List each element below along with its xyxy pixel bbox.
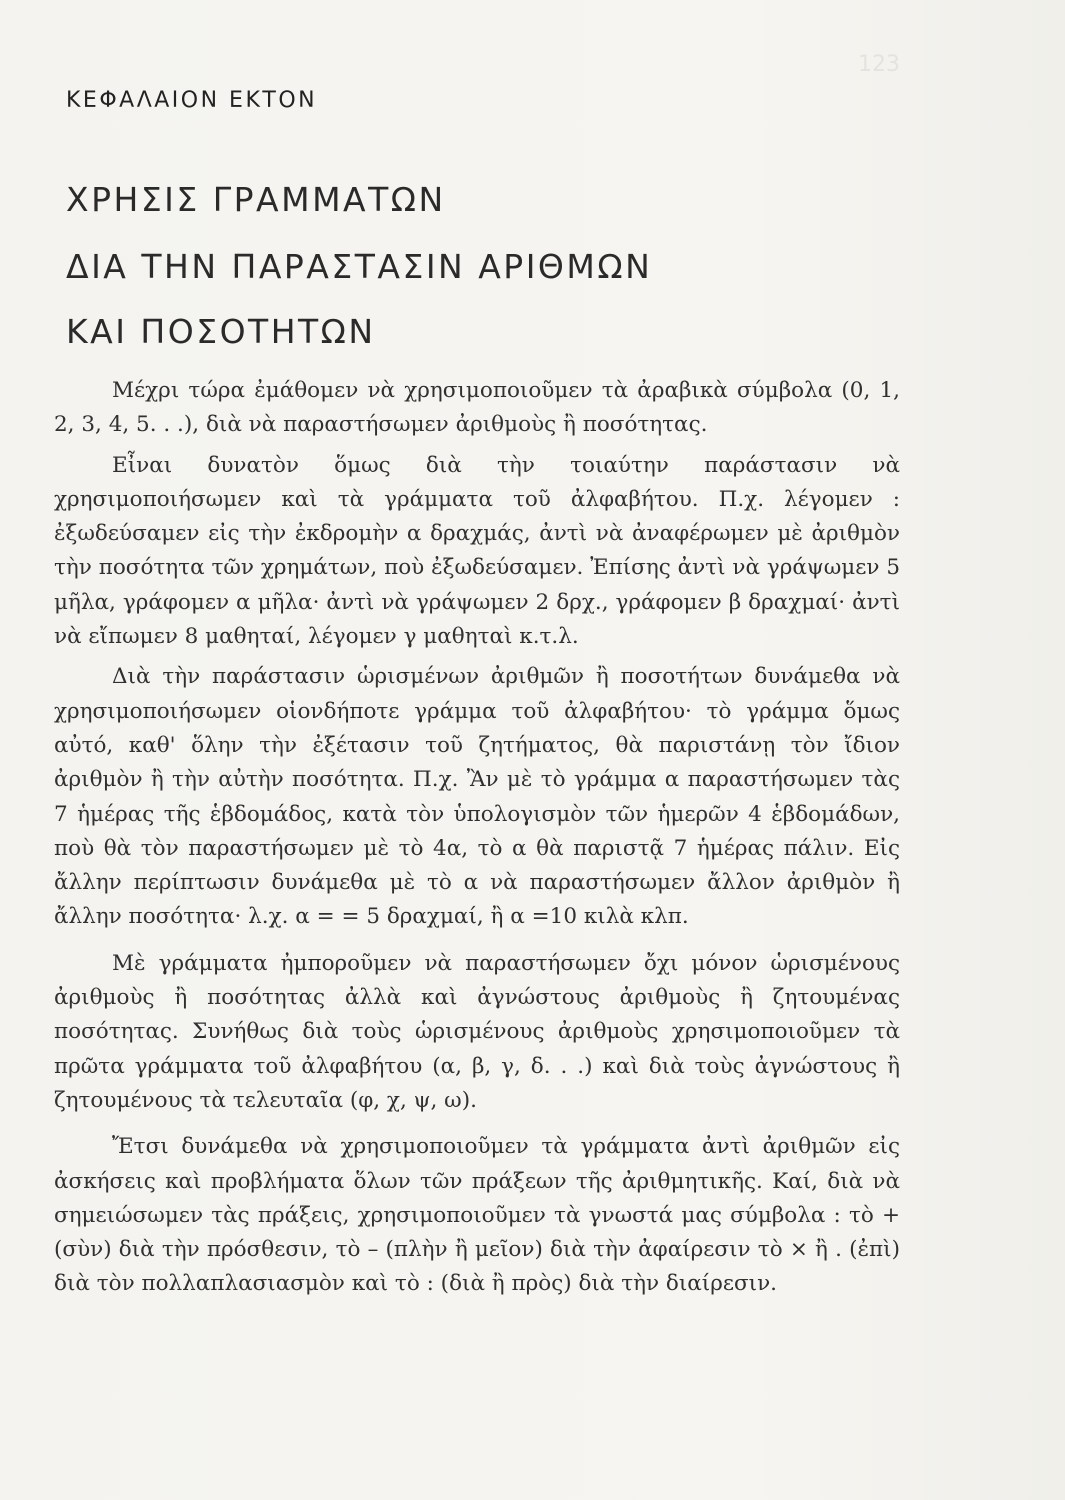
paragraph-3: Διὰ τὴν παράστασιν ὡρισμένων ἀριθμῶν ἢ ποσοτήτων δυνάμεθα νὰ χρησιμοποιήσωμεν οἱονδήποτε γράμμα τοῦ ἀλφαβήτου· τὸ γράμμα ὅμως αὐτό, καθ' ὅλην τὴν ἐξέτασιν τοῦ ζητήματος, θὰ παριστάνῃ τὸν ἴδιον ἀριθμὸν ἢ τὴν αὐτὴν ποσότητα. Π.χ. Ἂν μὲ τὸ γράμμα α παραστήσωμεν τὰς 7 ἡμέρας τῆς ἑβδομάδος, κατὰ τὸν ὑπολογισμὸν τῶν ἡμερῶν 4 ἑβδομάδων, ποὺ θὰ τὸν παραστήσωμεν μὲ τὸ 4α, τὸ α θὰ παριστᾷ 7 ἡμέρας πάλιν. Εἰς ἄλλην περίπτωσιν δυνάμεθα μὲ τὸ α νὰ παραστήσωμεν ἄλλον ἀριθμὸν ἢ ἄλλην ποσότητα· λ.χ. α = = 5 δραχμαί, ἢ α =10 κιλὰ κλπ. [54,664,900,930]
chapter-heading: ΚΕΦΑΛΑΙΟΝ ΕΚΤΟΝ [66,88,318,113]
title-line-3: ΚΑΙ ΠΟΣΟΤΗΤΩΝ [66,312,376,351]
title-line-2: ΔΙΑ ΤΗΝ ΠΑΡΑΣΤΑΣΙΝ ΑΡΙΘΜΩΝ [66,247,653,286]
paragraph-4: Μὲ γράμματα ἠμποροῦμεν νὰ παραστήσωμεν ὄχι μόνον ὡρισμένους ἀριθμοὺς ἢ ποσότητας ἀλλὰ καὶ ἀγνώστους ἀριθμοὺς ἢ ζητουμένας ποσότητας. Συνήθως διὰ τοὺς ὡρισμένους ἀριθμοὺς χρησιμοποιοῦμεν τὰ πρῶτα γράμματα τοῦ ἀλφαβήτου (α, β, γ, δ. . .) καὶ διὰ τοὺς ἀγνώστους ἢ ζητουμένους τὰ τελευταῖα (φ, χ, ψ, ω). [54,950,900,1113]
page-number: 123 [858,52,900,77]
paragraph-2: Εἶναι δυνατὸν ὅμως διὰ τὴν τοιαύτην παράστασιν νὰ χρησιμοποιήσωμεν καὶ τὰ γράμματα τοῦ ἀλφαβήτου. Π.χ. λέγομεν : ἐξωδεύσαμεν εἰς τὴν ἐκδρομὴν α δραχμάς, ἀντὶ νὰ ἀναφέρωμεν μὲ ἀριθμὸν τὴν ποσότητα τῶν χρημάτων, ποὺ ἐξωδεύσαμεν. Ἐπίσης ἀντὶ νὰ γράψωμεν 5 μῆλα, γράφομεν α μῆλα· ἀντὶ νὰ γράψωμεν 2 δρχ., γράφομεν β δραχμαί· ἀντὶ νὰ εἴπωμεν 8 μαθηταί, λέγομεν γ μαθηταὶ κ.τ.λ. [54,452,900,650]
title-line-1: ΧΡΗΣΙΣ ΓΡΑΜΜΑΤΩΝ [66,180,446,219]
paragraph-1: Μέχρι τώρα ἐμάθομεν νὰ χρησιμοποιοῦμεν τὰ ἀραβικὰ σύμβολα (0, 1, 2, 3, 4, 5. . .), διὰ νὰ παραστήσωμεν ἀριθμοὺς ἢ ποσότητας. [54,378,900,438]
body-text [54,369,900,1308]
paragraph-5: Ἔτσι δυνάμεθα νὰ χρησιμοποιοῦμεν τὰ γράμματα ἀντὶ ἀριθμῶν εἰς ἀσκήσεις καὶ προβλήματα ὅλων τῶν πράξεων τῆς ἀριθμητικῆς. Καί, διὰ νὰ σημειώσωμεν τὰς πράξεις, χρησιμοποιοῦμεν τὰ γνωστά μας σύμβολα : τὸ + (σὺν) διὰ τὴν πρόσθεσιν, τὸ – (πλὴν ἢ μεῖον) διὰ τὴν ἀφαίρεσιν τὸ × ἢ . (ἐπὶ) διὰ τὸν πολλαπλασιασμὸν καὶ τὸ : (διὰ ἢ πρὸς) διὰ τὴν διαίρεσιν. [54,1134,900,1297]
